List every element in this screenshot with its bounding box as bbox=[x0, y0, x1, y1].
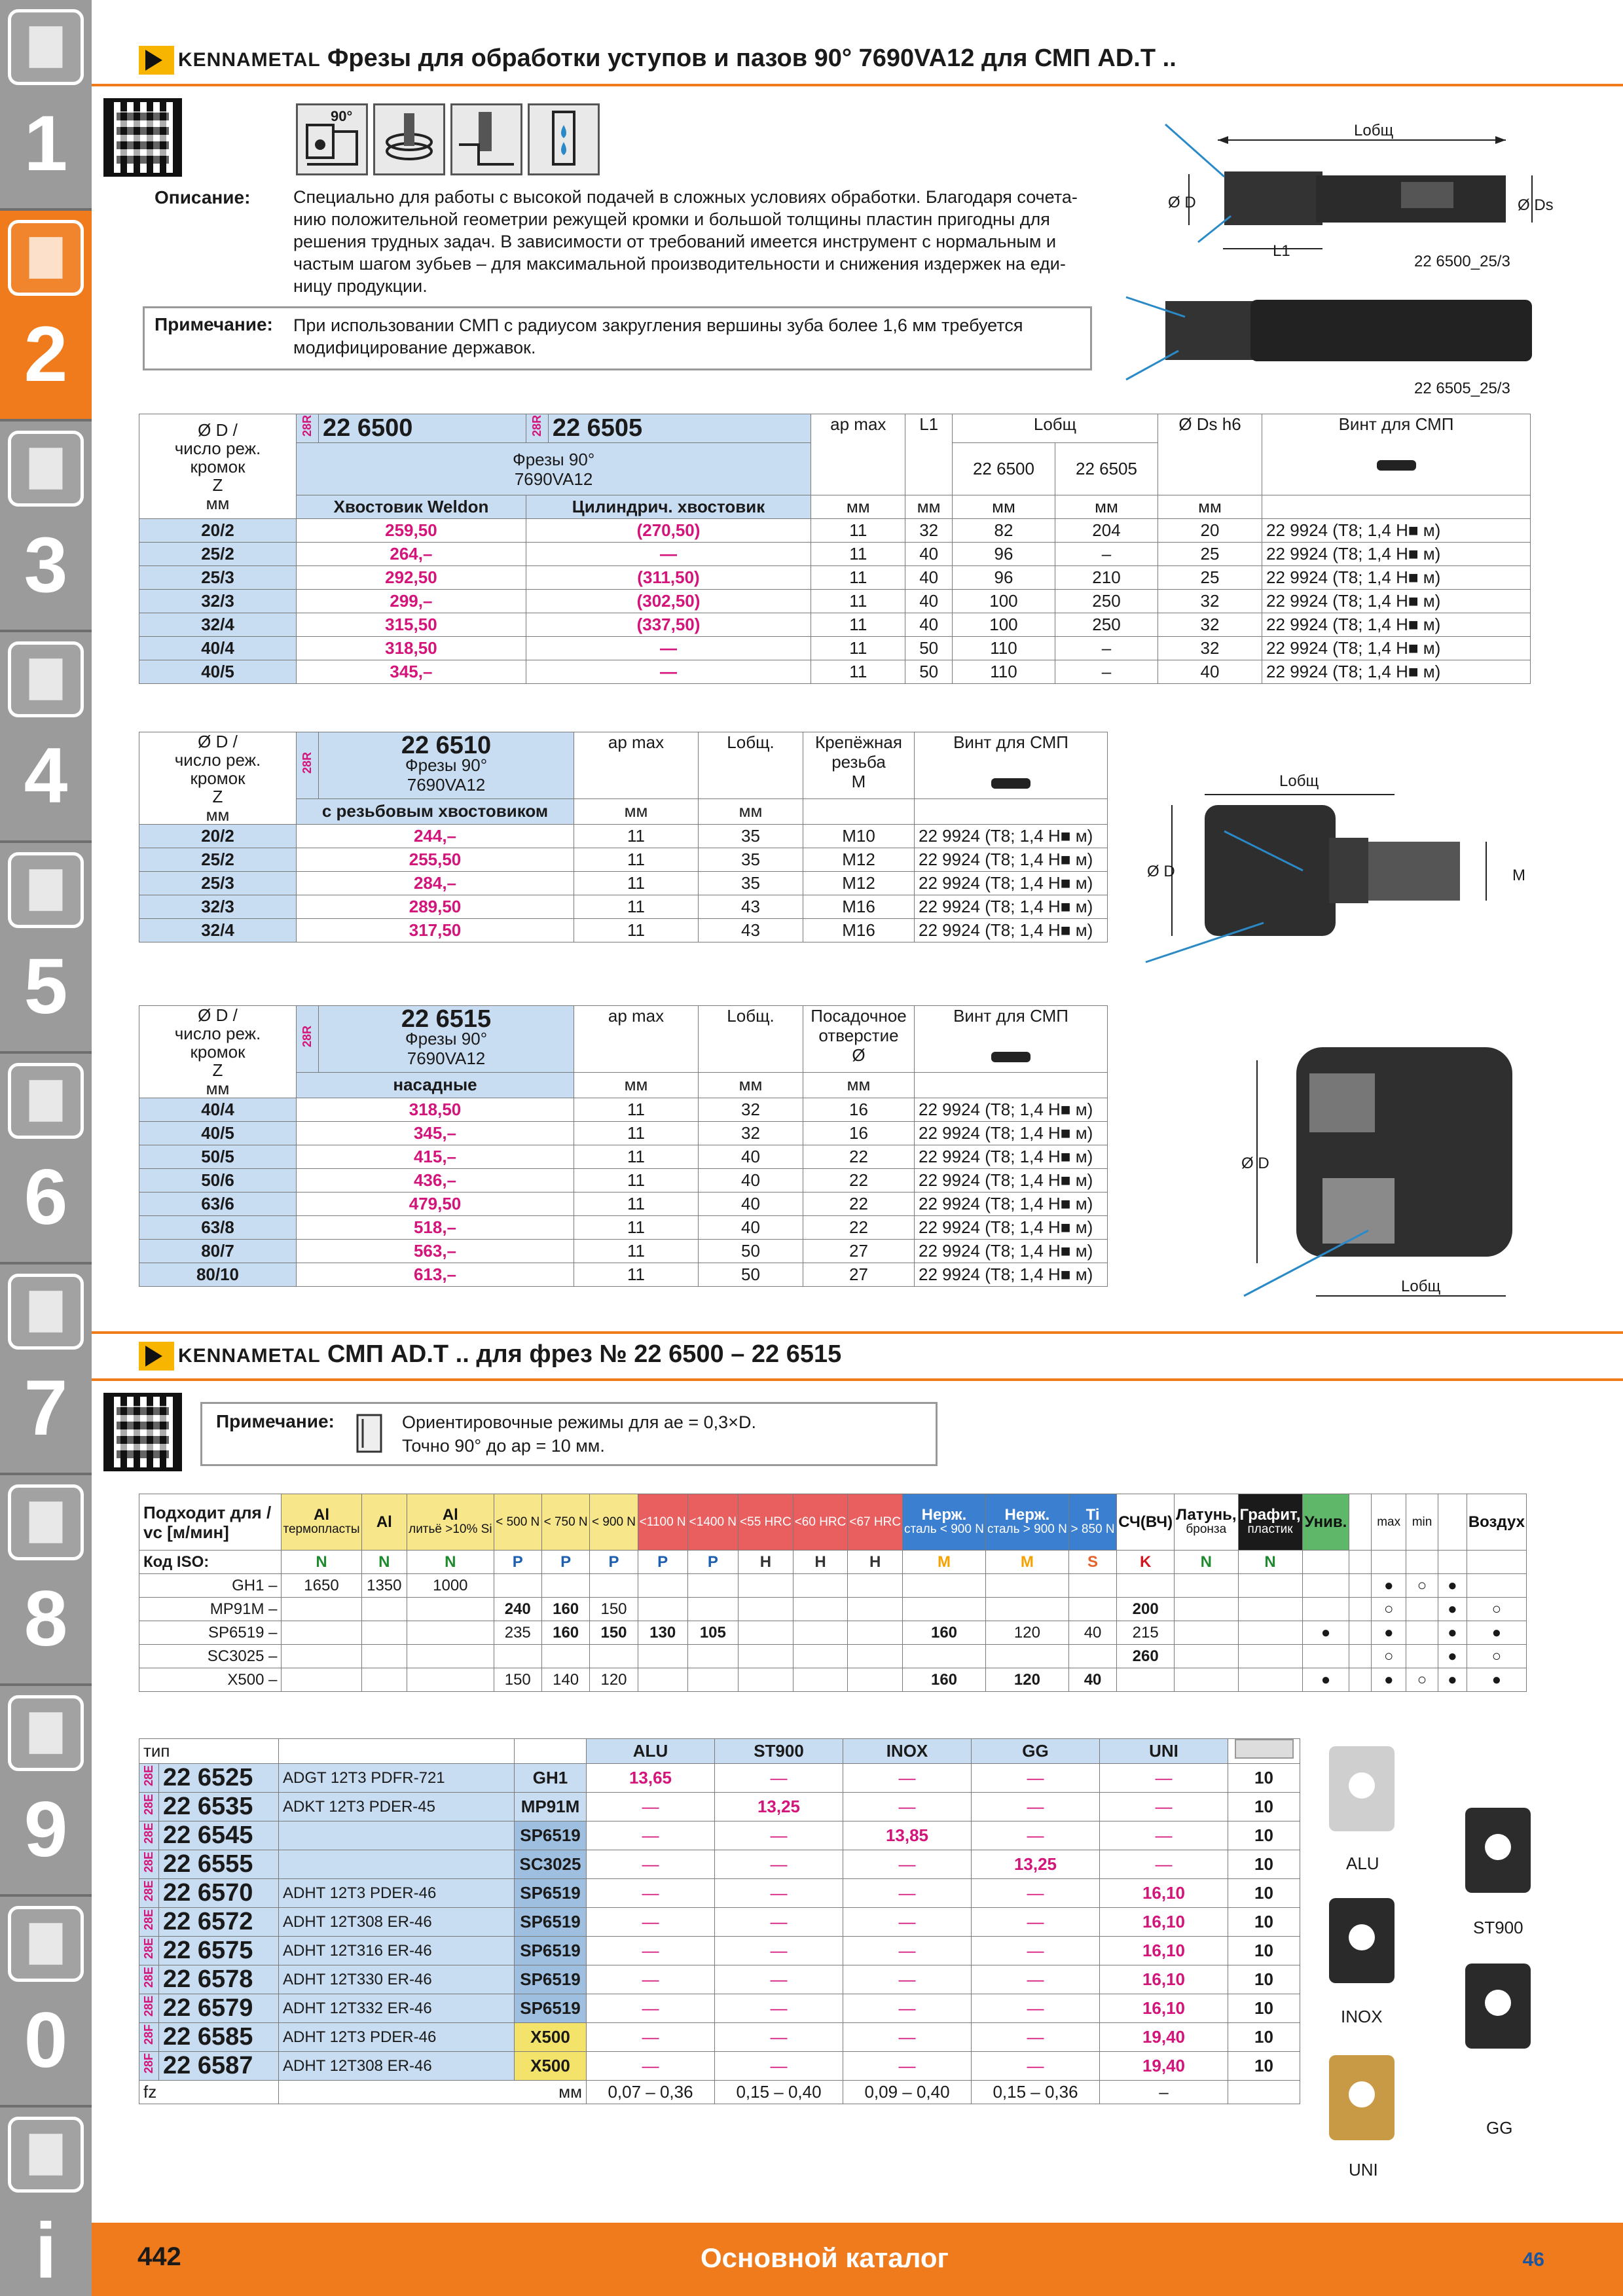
dim-lobsh: Lобщ bbox=[1354, 122, 1394, 139]
tab-chapter-1[interactable] bbox=[0, 0, 92, 211]
table1-row: 20/2 259,50 (270,50) 11 32 82 204 20 22 9924 (T8; 1,4 Н■ м) bbox=[139, 519, 1531, 543]
code-226505: 22 6505 bbox=[548, 414, 811, 443]
tab-chapter-8[interactable] bbox=[0, 1475, 92, 1686]
col-d: Ø D / число реж. кромок Z мм bbox=[139, 414, 297, 519]
box-qty-icon bbox=[1235, 1739, 1294, 1759]
note2-label: Примечание: bbox=[216, 1411, 335, 1431]
tab-number: 3 bbox=[24, 521, 68, 609]
insert-row: 28E 22 6575 ADHT 12T316 ER-46 SP6519 — — — — 16,10 10 bbox=[139, 1937, 1300, 1965]
screw-icon bbox=[991, 1052, 1030, 1062]
pliers-icon bbox=[8, 1274, 84, 1350]
tab-chapter-9[interactable] bbox=[0, 1686, 92, 1897]
table-226515: Ø D / число реж. кромок Z мм 28R 22 6515 Фрезы 90° 7690VA12 ap max Lобщ. Посадочное отверстие Ø Винт для СМП насадные мм мм мм 40/4 318,50 11 32 16 22 9924 (T8; 1,4 Н■ м) 40/5 345,– 11 32 16 22 9924 (T8; 1,4 Н■ м) 50/5 415,– 11 40 22 22 9924 (T8; 1,4 Н■ м) 50/6 436,– 11 40 22 22 9924 (T8; 1,4 Н■ м) 63/6 479,50 11 40 22 22 9924 (T8; 1,4 Н■ м) 63/8 518,– 11 40 22 22 9924 (T8; 1,4 Н■ м) 80/7 563,– 11 50 27 22 9924 (T8; 1,4 Н■ м) 80/10 613,– 11 50 27 22 9924 (T8; 1,4 Н■ м) bbox=[139, 1005, 1108, 1287]
insert-photo-inox bbox=[1329, 1898, 1395, 1983]
table1-row: 40/4 318,50 — 11 50 110 – 32 22 9924 (T8; 1,4 Н■ м) bbox=[139, 637, 1531, 660]
speed-row: SP6519 – 235 160 150 130 105 160 120 40 215 ● ● ● ● bbox=[139, 1621, 1527, 1645]
insert-row: 28E 22 6579 ADHT 12T332 ER-46 SP6519 — — — — 16,10 10 bbox=[139, 1994, 1300, 2023]
inserts-table: тип ALU ST900 INOX GG UNI 28E 22 6525 ADGT 12T3 PDFR-721 GH1 13,65 — — — — 10 28E 22 6535 ADKT 12T3 PDER-45 MP91M — 13,25 — — — 10 28E 22 6545 SP6519 — — 13,85 — — 10 28E 22 6555 SC3025 — — — 13,25 — 10 28E 22 6570 ADHT 12T3 PDER-46 SP6519 — — — — 16,10 10 28E 22 6572 ADHT 12T308 ER-46 SP6519 — — — — 16,10 10 28E 22 6575 ADHT 12T316 ER-46 SP6519 — — — — 16,10 10 28E 22 6578 ADHT 12T330 ER-46 SP6519 — — — — 16,10 10 28E 22 6579 ADHT 12T332 ER-46 SP6519 — — — — 16,10 10 28F 22 6585 ADHT 12T3 PDER-46 X500 — — — — 19,40 10 28F 22 6587 ADHT 12T308 ER-46 X500 — — — — 19,40 10 fz мм 0,07 – 0,36 0,15 – 0,40 0,09 – 0,40 0,15 – 0,36 – bbox=[139, 1738, 1300, 2104]
tab-chapter-0[interactable] bbox=[0, 1897, 92, 2108]
kennametal-logo bbox=[139, 46, 321, 75]
note-label: Примечание: bbox=[155, 314, 273, 334]
catalog-name: Основной каталог bbox=[701, 2242, 949, 2273]
coolant-icon bbox=[528, 103, 600, 175]
insert-row: 28E 22 6570 ADHT 12T3 PDER-46 SP6519 — — — — 16,10 10 bbox=[139, 1879, 1300, 1908]
saw-blade-icon bbox=[8, 852, 84, 928]
dim4-d: Ø D bbox=[1241, 1155, 1269, 1172]
table1-row: 25/2 264,– — 11 40 96 – 25 22 9924 (T8; 1,4 Н■ м) bbox=[139, 543, 1531, 566]
page-number: 442 bbox=[137, 2242, 181, 2271]
tab-chapter-5[interactable] bbox=[0, 843, 92, 1054]
safety-glasses-icon bbox=[8, 1906, 84, 1982]
tab-number: 4 bbox=[24, 732, 68, 819]
t3-row: 50/6 436,– 11 40 22 22 9924 (T8; 1,4 Н■ м) bbox=[139, 1169, 1108, 1193]
speed-row: SC3025 – 260 ○ ● ○ bbox=[139, 1645, 1527, 1668]
dim4-lobsh: Lобщ bbox=[1401, 1278, 1441, 1295]
tab-number: 7 bbox=[24, 1364, 68, 1452]
table-226500-226505: Ø D / число реж. кромок Z мм 28R 22 6500 28R 22 6505 ap max L1 Lобщ Ø Ds h6 Винт для СМП Фрезы 90° 7690VA12 22 6500 22 6505 Хвостовик Weldon Цилиндрич. хвостовик мм мм мм мм мм 20/2 259,50 (270,50) 11 32 82 204 20 22 9924 (T8; 1,4 Н■ м) 25/2 264,– — 11 40 96 – 25 22 9924 (T8; 1,4 Н■ м) 25/3 292,50 (311,50) 11 40 96 210 25 22 9924 (T8; 1,4 Н■ м) 32/3 299,– (302,50) 11 40 100 250 32 22 9924 (T8; 1,4 Н■ м) 32/4 315,50 (337,50) 11 40 100 250 32 22 9924 (T8; 1,4 Н■ м) 40/4 318,50 — 11 50 110 – 32 22 9924 (T8; 1,4 Н■ м) 40/5 345,– — 11 50 110 – 40 22 9924 (T8; 1,4 Н■ м) bbox=[139, 414, 1531, 684]
end-mill-cylindrical-drawing bbox=[1120, 288, 1539, 386]
table1-row: 25/3 292,50 (311,50) 11 40 96 210 25 22 9924 (T8; 1,4 Н■ м) bbox=[139, 566, 1531, 590]
wrench-icon bbox=[8, 1063, 84, 1139]
insert-photo-label: GG bbox=[1486, 2118, 1513, 2138]
screw-icon bbox=[991, 778, 1030, 789]
tab-chapter-3[interactable] bbox=[0, 422, 92, 632]
insert-photo-alu bbox=[1329, 1746, 1395, 1831]
insert-photo-uni bbox=[1329, 2055, 1395, 2140]
shell-mill-drawing bbox=[1224, 1008, 1552, 1309]
info-icon bbox=[8, 2117, 84, 2193]
insert-row: 28E 22 6535 ADKT 12T3 PDER-45 MP91M — 13,25 — — — 10 bbox=[139, 1793, 1300, 1821]
application-icons bbox=[296, 103, 600, 175]
tab-chapter-i[interactable] bbox=[0, 2108, 92, 2296]
insert-row: 28E 22 6525 ADGT 12T3 PDFR-721 GH1 13,65 — — — — 10 bbox=[139, 1764, 1300, 1793]
kennametal-mark-icon-2 bbox=[139, 1342, 174, 1371]
table-226510: Ø D / число реж. кромок Z мм 28R 22 6510 Фрезы 90° 7690VA12 ap max Lобщ. Крепёжная резьба M Винт для СМП с резьбовым хвостовиком мм мм 20/2 244,– 11 35 M10 22 9924 (T8; 1,4 Н■ м) 25/2 255,50 11 35 M12 22 9924 (T8; 1,4 Н■ м) 25/3 284,– 11 35 M12 22 9924 (T8; 1,4 Н■ м) 32/3 289,50 11 43 M16 22 9924 (T8; 1,4 Н■ м) 32/4 317,50 11 43 M16 22 9924 (T8; 1,4 Н■ м) bbox=[139, 732, 1108, 942]
insert-photo-label: ALU bbox=[1346, 1854, 1379, 1873]
dim-l1: L1 bbox=[1273, 242, 1290, 260]
tab-chapter-6[interactable] bbox=[0, 1054, 92, 1265]
kennametal-mark-icon bbox=[139, 46, 174, 75]
shoulder-90-icon bbox=[296, 103, 368, 175]
speed-row: MP91M – 240 160 150 200 ○ ● ○ bbox=[139, 1598, 1527, 1621]
insert-row: 28E 22 6578 ADHT 12T330 ER-46 SP6519 — — — — 16,10 10 bbox=[139, 1965, 1300, 1994]
kennametal-logo-2 bbox=[139, 1342, 321, 1371]
mill-profile-icon bbox=[355, 1412, 384, 1454]
t3-row: 40/4 318,50 11 32 16 22 9924 (T8; 1,4 Н■ м) bbox=[139, 1098, 1108, 1122]
tab-number: 8 bbox=[24, 1575, 68, 1662]
chapter-tabstrip bbox=[0, 0, 92, 2296]
tab-number: 1 bbox=[24, 99, 68, 187]
insert-photo-label: ST900 bbox=[1473, 1918, 1523, 1937]
note2-line2: Точно 90° до ap = 10 мм. bbox=[402, 1436, 605, 1456]
tab-number: 0 bbox=[24, 1996, 68, 2084]
insert-row: 28E 22 6572 ADHT 12T308 ER-46 SP6519 — — — — 16,10 10 bbox=[139, 1908, 1300, 1937]
insert-row: 28F 22 6585 ADHT 12T3 PDER-46 X500 — — — — 19,40 10 bbox=[139, 2023, 1300, 2052]
tab-number: 6 bbox=[24, 1153, 68, 1241]
table1-row: 32/3 299,– (302,50) 11 40 100 250 32 22 9924 (T8; 1,4 Н■ м) bbox=[139, 590, 1531, 613]
drill-icon bbox=[8, 9, 84, 85]
t3-row: 40/5 345,– 11 32 16 22 9924 (T8; 1,4 Н■ м) bbox=[139, 1122, 1108, 1145]
tab-number: 2 bbox=[24, 310, 68, 398]
tab-chapter-7[interactable] bbox=[0, 1265, 92, 1475]
t2-row: 20/2 244,– 11 35 M10 22 9924 (T8; 1,4 Н■ м) bbox=[139, 825, 1108, 848]
tab-number: i bbox=[35, 2207, 57, 2295]
t2-row: 32/4 317,50 11 43 M16 22 9924 (T8; 1,4 Н■ м) bbox=[139, 919, 1108, 942]
tab-number: 9 bbox=[24, 1785, 68, 1873]
description-text: Специально для работы с высокой подачей в сложных условиях обработки. Благодаря сочета-нию положительной геометрии режущей кромки и большой толщины пластин пригодны для решения трудных задач. В зависимости от требований имеется инструмент с нормальным и частым шагом зубьев – для максимальной производительности и снижения издержек на еди-ницу продукции. bbox=[293, 187, 1078, 296]
t3-row: 80/7 563,– 11 50 27 22 9924 (T8; 1,4 Н■ м) bbox=[139, 1240, 1108, 1263]
page-title: Фрезы для обработки уступов и пазов 90° 7690VA12 для СМП AD.T .. bbox=[327, 45, 1176, 72]
brand-word-2: KENNAMETAL bbox=[178, 1345, 321, 1367]
sub-page-number: 46 bbox=[1522, 2249, 1544, 2270]
brand-word: KENNAMETAL bbox=[178, 49, 321, 71]
qr-code-icon-2[interactable] bbox=[103, 1393, 182, 1471]
header-rule bbox=[92, 84, 1623, 86]
tab-number: 5 bbox=[24, 942, 68, 1030]
insert-photo-label: INOX bbox=[1341, 2007, 1383, 2026]
tab-chapter-4[interactable] bbox=[0, 632, 92, 843]
drawing1-caption: 22 6500_25/3 bbox=[1414, 253, 1510, 270]
helical-milling-icon bbox=[373, 103, 445, 175]
dim-d: Ø D bbox=[1168, 194, 1196, 211]
workstation-icon bbox=[8, 1484, 84, 1560]
drawing2-caption: 22 6505_25/3 bbox=[1414, 380, 1510, 397]
angle-label: 90° bbox=[331, 108, 353, 124]
t2-row: 25/3 284,– 11 35 M12 22 9924 (T8; 1,4 Н■ м) bbox=[139, 872, 1108, 895]
t3-row: 80/10 613,– 11 50 27 22 9924 (T8; 1,4 Н■ м) bbox=[139, 1263, 1108, 1287]
note2-line1: Ориентировочные режимы для ae = 0,3×D. bbox=[402, 1412, 756, 1432]
table1-row: 32/4 315,50 (337,50) 11 40 100 250 32 22 9924 (T8; 1,4 Н■ м) bbox=[139, 613, 1531, 637]
section2-title: СМП AD.T .. для фрез № 22 6500 – 22 6515 bbox=[327, 1340, 842, 1368]
code-226500: 22 6500 bbox=[319, 414, 526, 443]
section2-rule-top bbox=[92, 1331, 1623, 1334]
t3-row: 63/6 479,50 11 40 22 22 9924 (T8; 1,4 Н■ м) bbox=[139, 1193, 1108, 1216]
note-text: При использовании СМП с радиусом закругления вершины зуба более 1,6 мм требуется модифицирование державок. bbox=[293, 315, 1023, 357]
dim3-m: M bbox=[1512, 867, 1525, 884]
insert-photo-label: UNI bbox=[1349, 2160, 1378, 2179]
insert-row: 28E 22 6555 SC3025 — — — 13,25 — 10 bbox=[139, 1850, 1300, 1879]
holder-icon bbox=[8, 431, 84, 507]
section2-rule bbox=[92, 1378, 1623, 1381]
cabinet-icon bbox=[8, 1695, 84, 1771]
dim-ds: Ø Ds bbox=[1518, 196, 1554, 214]
insert-photo-gg bbox=[1465, 1964, 1531, 2049]
cutting-speed-table: Подходит для / vc [м/мин] Al термопласты Al Al литьё >10% Si < 500 N < 750 N < 900 N <1100 N <1400 N <55 HRC <60 HRC <67 HRC Нерж. сталь < 900 N Нерж. сталь > 900 N Ti > 850 N СЧ(ВЧ) Латунь, бронза Графит, пластик Унив. max min Воздух Код ISO: N N N P P P P P H H H M M S K N N GH1 – 1650 1350 1000 ● ○ ● MP91M – 240 160 150 200 ○ ● ○ SP6519 – 235 160 150 130 105 160 120 40 215 ● ● ● ● SC3025 – 260 ○ ● ○ X500 – 150 140 120 160 120 40 ● ● ○ ● ● bbox=[139, 1494, 1527, 1692]
qr-code-icon[interactable] bbox=[103, 98, 182, 177]
slotting-icon bbox=[450, 103, 522, 175]
speed-row: X500 – 150 140 120 160 120 40 ● ● ○ ● ● bbox=[139, 1668, 1527, 1692]
description-label: Описание: bbox=[155, 187, 251, 207]
insert-row: 28E 22 6545 SP6519 — — 13,85 — — 10 bbox=[139, 1821, 1300, 1850]
page-footer bbox=[92, 2223, 1623, 2296]
insert-row: 28F 22 6587 ADHT 12T308 ER-46 X500 — — — — 19,40 10 bbox=[139, 2052, 1300, 2081]
caliper-icon bbox=[8, 641, 84, 717]
tab-chapter-2[interactable] bbox=[0, 211, 92, 422]
insert-photo-st900 bbox=[1465, 1808, 1531, 1893]
t3-row: 63/8 518,– 11 40 22 22 9924 (T8; 1,4 Н■ м) bbox=[139, 1216, 1108, 1240]
t3-row: 50/5 415,– 11 40 22 22 9924 (T8; 1,4 Н■ м) bbox=[139, 1145, 1108, 1169]
insert-icon bbox=[8, 220, 84, 296]
dim3-d: Ø D bbox=[1147, 863, 1175, 880]
t2-row: 32/3 289,50 11 43 M16 22 9924 (T8; 1,4 Н■ м) bbox=[139, 895, 1108, 919]
screw-on-mill-drawing bbox=[1133, 766, 1552, 969]
dim3-lobsh: Lобщ bbox=[1279, 772, 1319, 790]
screw-icon bbox=[1377, 460, 1416, 471]
table1-row: 40/5 345,– — 11 50 110 – 40 22 9924 (T8; 1,4 Н■ м) bbox=[139, 660, 1531, 684]
speed-row: GH1 – 1650 1350 1000 ● ○ ● bbox=[139, 1574, 1527, 1598]
t2-row: 25/2 255,50 11 35 M12 22 9924 (T8; 1,4 Н■ м) bbox=[139, 848, 1108, 872]
